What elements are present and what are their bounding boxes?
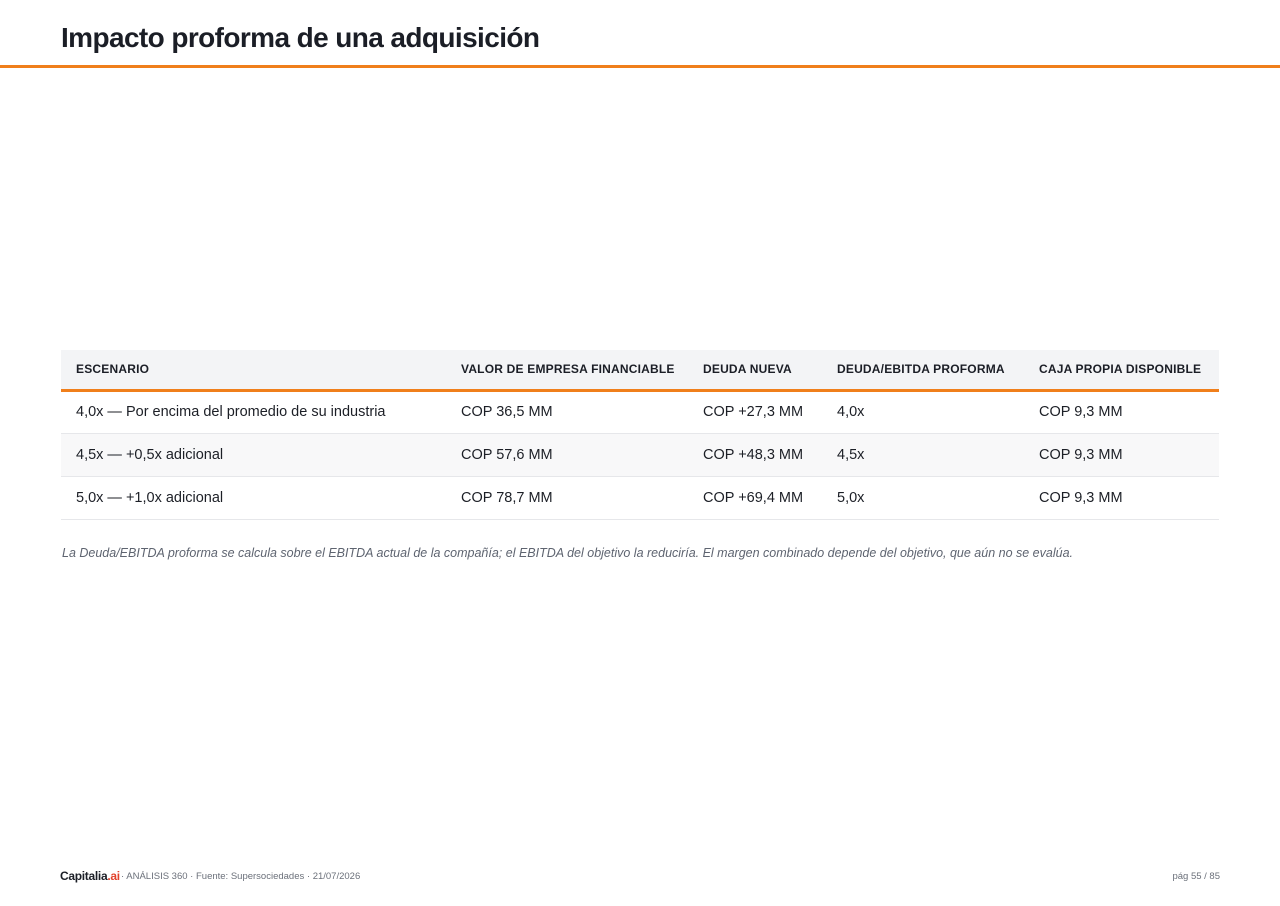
page-title: Impacto proforma de una adquisición <box>61 22 540 53</box>
cell-escenario: 4,0x — Por encima del promedio de su industria <box>61 390 446 433</box>
column-header-deuda-nueva: DEUDA NUEVA <box>688 350 822 390</box>
cell-deuda-nueva: COP +69,4 MM <box>688 476 822 519</box>
cell-deuda-ebitda: 4,0x <box>822 390 1024 433</box>
brand-logo <box>60 869 120 883</box>
cell-deuda-ebitda: 4,5x <box>822 433 1024 476</box>
cell-caja-propia: COP 9,3 MM <box>1024 390 1219 433</box>
page-footer <box>60 869 1220 885</box>
cell-escenario: 5,0x — +1,0x adicional <box>61 476 446 519</box>
brand-name: Capitalia <box>60 869 108 883</box>
page-header <box>0 0 1280 68</box>
footer-meta: · ANÁLISIS 360 · Fuente: Supersociedades · 21/07/2026 <box>121 871 361 882</box>
cell-valor-empresa: COP 78,7 MM <box>446 476 688 519</box>
cell-deuda-nueva: COP +27,3 MM <box>688 390 822 433</box>
column-header-escenario: ESCENARIO <box>61 350 446 390</box>
cell-escenario: 4,5x — +0,5x adicional <box>61 433 446 476</box>
table-row <box>61 476 1219 519</box>
scenario-table <box>61 350 1219 520</box>
cell-deuda-nueva: COP +48,3 MM <box>688 433 822 476</box>
table-header-row <box>61 350 1219 390</box>
cell-deuda-ebitda: 5,0x <box>822 476 1024 519</box>
table-row <box>61 433 1219 476</box>
cell-caja-propia: COP 9,3 MM <box>1024 476 1219 519</box>
brand-suffix: .ai <box>107 869 120 883</box>
column-header-caja-propia: CAJA PROPIA DISPONIBLE <box>1024 350 1219 390</box>
table-row <box>61 390 1219 433</box>
cell-caja-propia: COP 9,3 MM <box>1024 433 1219 476</box>
scenario-table-container <box>61 350 1219 520</box>
column-header-deuda-ebitda: DEUDA/EBITDA PROFORMA <box>822 350 1024 390</box>
page-number: pág 55 / 85 <box>1172 871 1220 882</box>
cell-valor-empresa: COP 36,5 MM <box>446 390 688 433</box>
column-header-valor-empresa: VALOR DE EMPRESA FINANCIABLE <box>446 350 688 390</box>
table-footnote: La Deuda/EBITDA proforma se calcula sobre el EBITDA actual de la compañía; el EBITDA del objetivo la reduciría. El margen combinado depende del objetivo, que aún no se evalúa. <box>62 546 1073 560</box>
cell-valor-empresa: COP 57,6 MM <box>446 433 688 476</box>
